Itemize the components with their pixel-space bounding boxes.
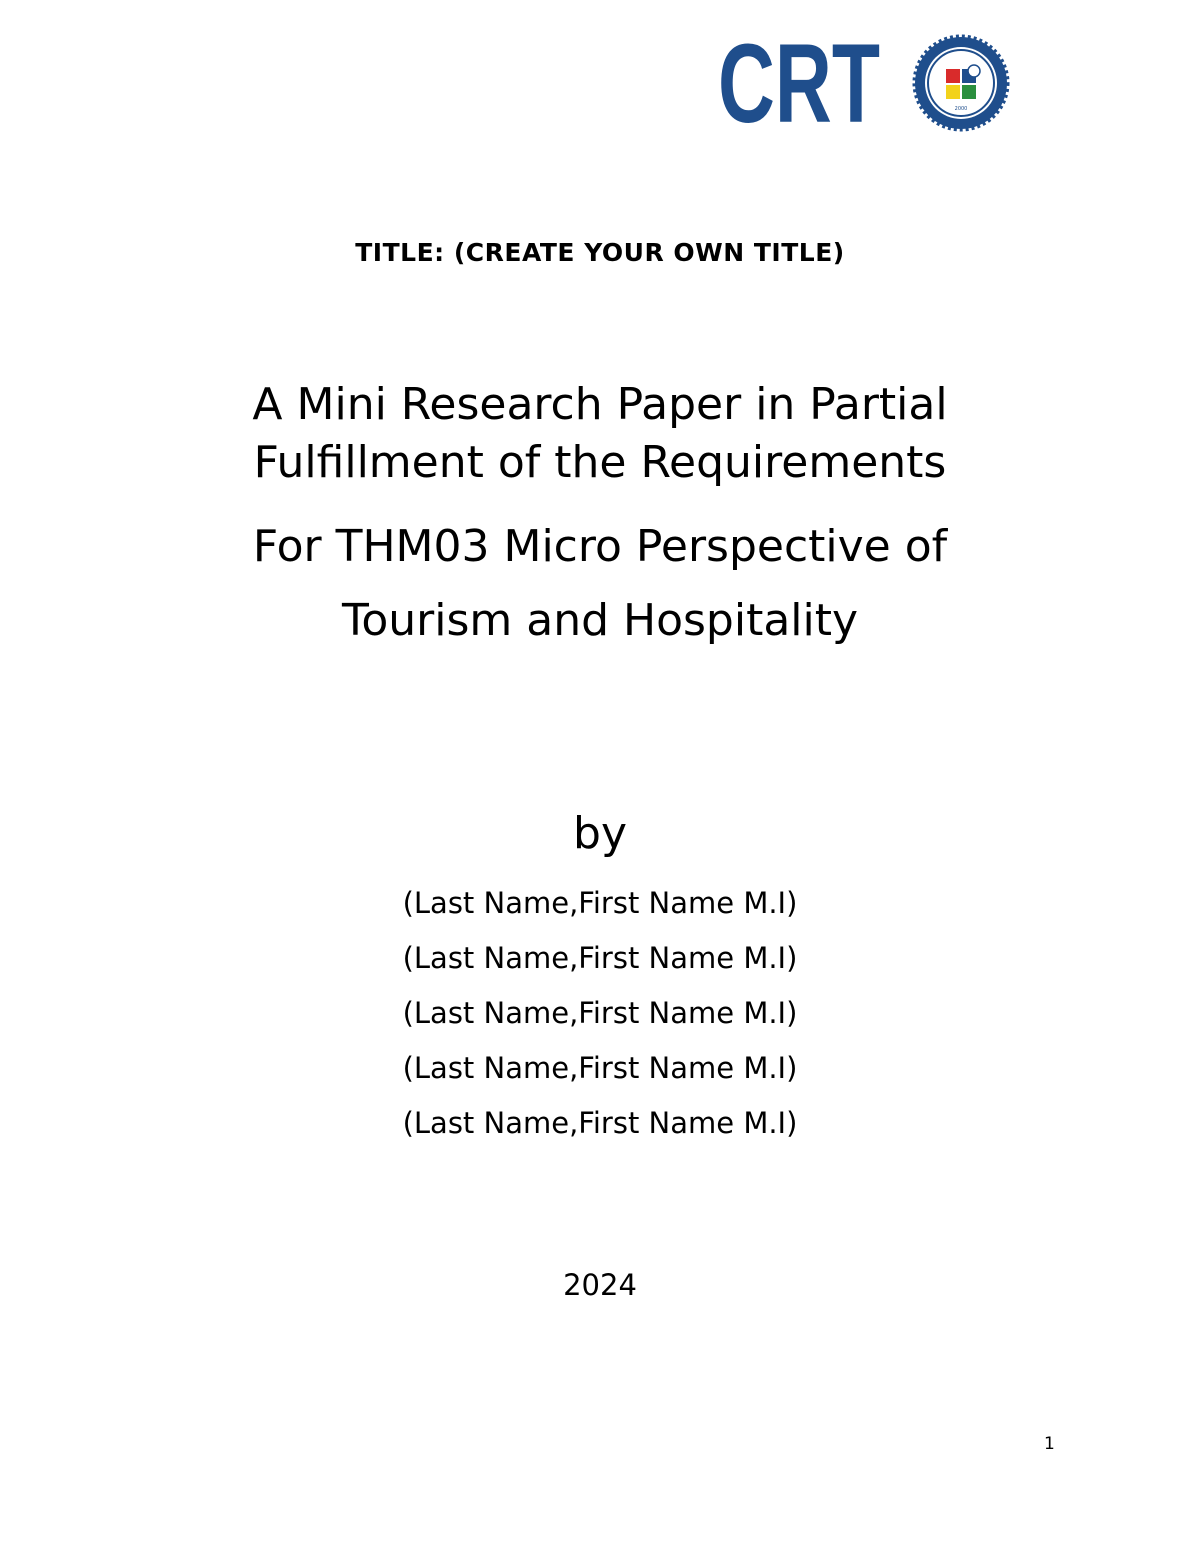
subtitle-block <box>0 376 1200 492</box>
by-label: by <box>573 808 627 859</box>
year: 2024 <box>563 1268 637 1302</box>
author-name: (Last Name,First Name M.I) <box>402 1106 798 1140</box>
crt-logo <box>716 21 886 146</box>
author-name: (Last Name,First Name M.I) <box>402 886 798 920</box>
svg-text:2000: 2000 <box>954 106 968 112</box>
college-seal-icon <box>900 36 1022 130</box>
subtitle-line: A Mini Research Paper in Partial <box>252 379 948 430</box>
svg-text:CRT: CRT <box>718 21 880 146</box>
author-list <box>0 883 1200 1158</box>
page-number: 1 <box>1044 1434 1055 1454</box>
subtitle-line: Fulfillment of the Requirements <box>253 437 947 488</box>
document-title-placeholder: TITLE: (CREATE YOUR OWN TITLE) <box>355 238 845 267</box>
author-name: (Last Name,First Name M.I) <box>402 941 798 975</box>
course-block <box>0 510 1200 658</box>
course-line: For THM03 Micro Perspective of <box>252 521 948 572</box>
author-name: (Last Name,First Name M.I) <box>402 1051 798 1085</box>
author-name: (Last Name,First Name M.I) <box>402 996 798 1030</box>
course-line: Tourism and Hospitality <box>341 595 859 646</box>
